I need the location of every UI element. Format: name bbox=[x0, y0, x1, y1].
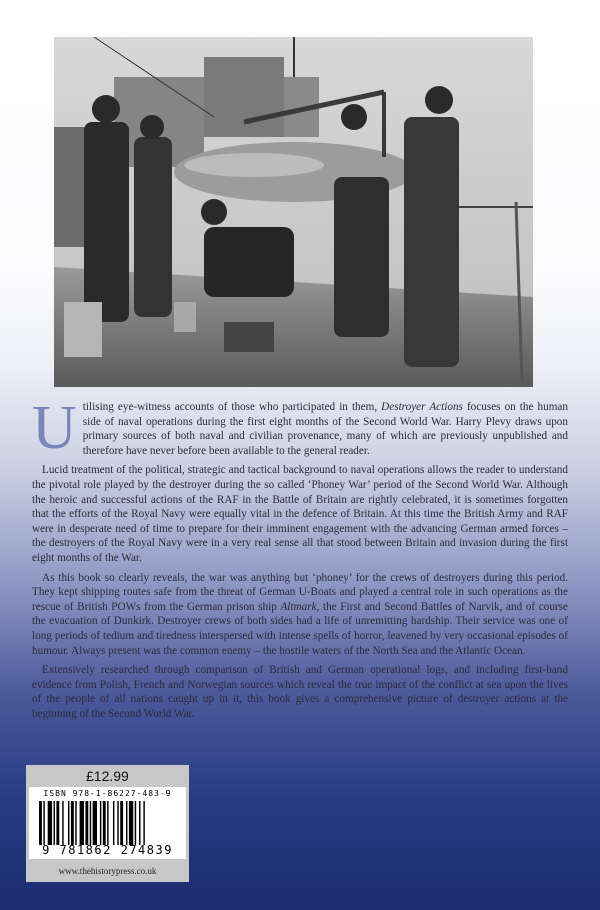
barcode-panel bbox=[26, 765, 189, 882]
blurb-text: focuses on the human side of naval operations during the first eight months of the Second World War. Harry Plevy draws upon primary sources of both naval and civilian provenance, many of which are previously unpublished and therefore have never before been available to the general reader. bbox=[82, 401, 568, 457]
blurb-paragraph-4: Extensively researched through comparison of British and German operational logs, and including first-hand evidence from Polish, French and Norwegian sources which reveal the true impact of the conflict at sea upon the lives of the people of all nations caught up in it, this book gives a comprehensive picture of destroyer actions at the beginning of the Second World War. bbox=[32, 664, 568, 720]
blurb-paragraph-2: Lucid treatment of the political, strategic and tactical background to naval operations allows the reader to understand the pivotal role played by the destroyer during the so called ‘Phoney War’ period of the Second World War. Although the heroic and successful actions of the RAF in the Battle of Britain are rightly celebrated, it is sometimes forgotten that the efforts of the Royal Navy were equally vital in the defence of Britain. At this time the British Army and RAF were in desperate need of time to prepare for their imminent engagement with the advancing German armed forces – the destroyers of the Royal Navy were in a very real sense all that stood between Britain and invasion during the first eight months of the War. bbox=[32, 464, 568, 564]
price-label: £12.99 bbox=[86, 768, 129, 784]
back-cover-blurb bbox=[32, 394, 568, 726]
barcode-icon bbox=[39, 801, 179, 845]
ean-number: 9 781862 274839 bbox=[42, 843, 173, 857]
blurb-paragraph-3 bbox=[32, 571, 568, 659]
book-title-italic: Destroyer Actions bbox=[381, 401, 463, 413]
blurb-paragraph-1 bbox=[32, 394, 568, 462]
blurb-text: As this book so clearly reveals, the war was anything but ‘phoney’ for the crews of destroyers during this period. They kept shipping routes safe from the threat of German U-Boats and played a central role in such operations as the rescue of British POWs from the German prison ship bbox=[32, 571, 568, 613]
barcode-area bbox=[29, 787, 186, 859]
publisher-website: www.thehistorypress.co.uk bbox=[58, 866, 157, 876]
isbn-label: ISBN 978-1-86227-483-9 bbox=[43, 789, 172, 798]
drop-cap: U bbox=[32, 394, 77, 462]
cover-photo bbox=[54, 37, 533, 387]
naval-crew-torpedo-photo bbox=[54, 37, 533, 387]
blurb-text: , the First and Second Battles of Narvik, and of course the evacuation of Dunkirk. Destroyer crews of both sides had a life of unremitting hardship. Their service was one of long periods of tedium and tiredness interspersed with intense spells of horror, leavened by very occasional episodes of humour. Always present was the common enemy – the hostile waters of the North Sea and the Atlantic Ocean. bbox=[32, 600, 568, 657]
ship-name-italic: Altmark bbox=[280, 600, 317, 613]
blurb-text: tilising eye-witness accounts of those who participated in them, bbox=[82, 401, 382, 413]
